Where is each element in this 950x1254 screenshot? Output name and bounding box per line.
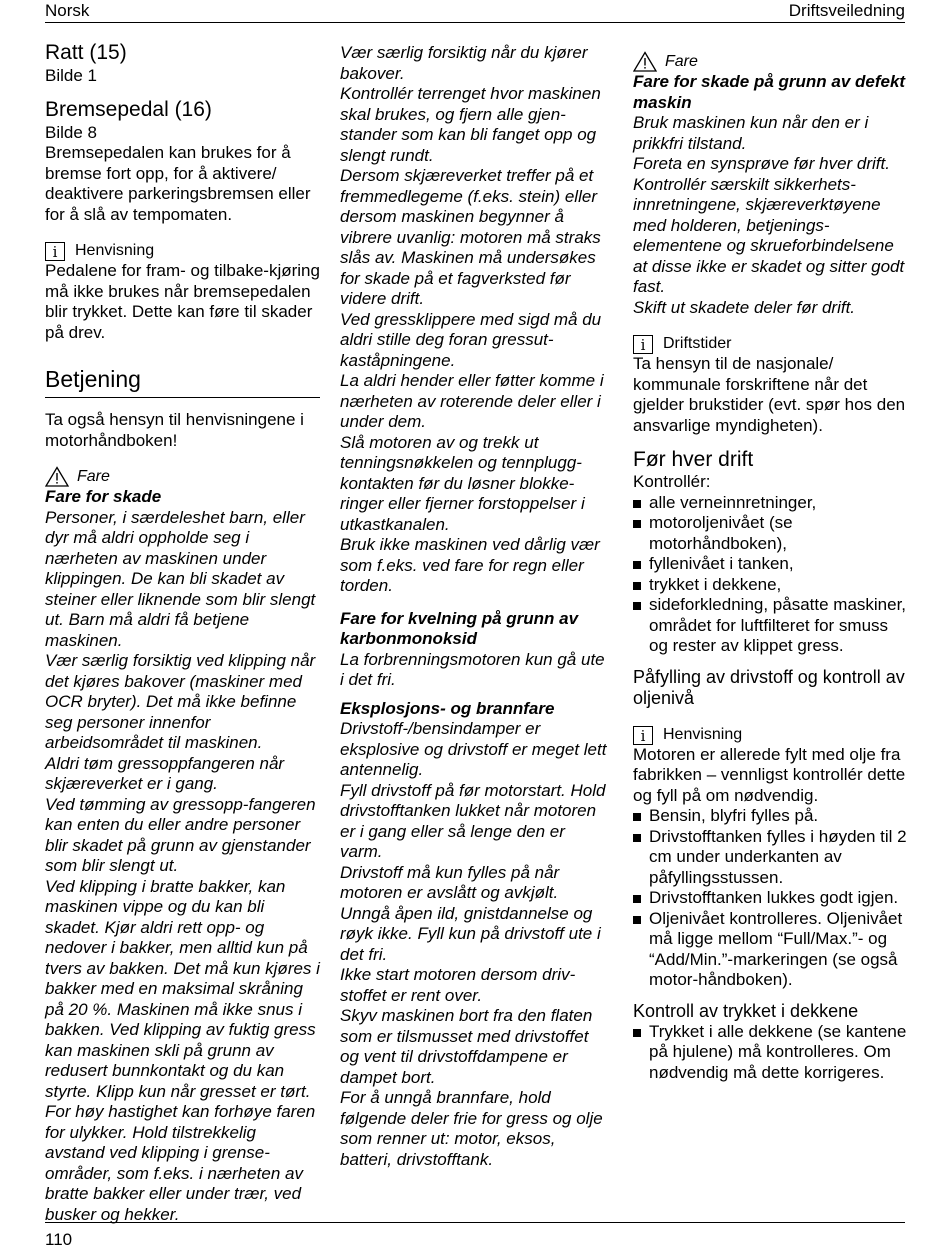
list-item: Drivstofftanken lukkes godt igjen.	[633, 888, 908, 909]
paragraph: La aldri hender eller føtter komme i nærheten av roterende deler eller i under dem.	[340, 371, 604, 431]
before-operation-intro: Kontrollér:	[633, 472, 711, 491]
co-warning-heading: Fare for kvelning på grunn av karbonmonoksid	[340, 608, 579, 648]
note-label: Henvisning	[75, 242, 155, 259]
paragraph: Skift ut skadete deler før drift.	[633, 297, 856, 317]
paragraph: Fyll drivstoff på før motorstart. Hold drivstofftanken lukket når motoren er i gang eller så lenge den er varm.	[340, 780, 606, 861]
paragraph: Ved tømming av gressopp-fangeren kan enten du eller andre personer blir skadet på grunn av gjenstander som blir slengt ut.	[45, 794, 316, 875]
column-1	[45, 40, 320, 1225]
co-warning-text: La forbrenningsmotoren kun gå ute i det fri.	[340, 649, 605, 689]
paragraph: For å unngå brannfare, hold følgende deler frie for gress og olje som renner ut: motor, eksos, batteri, drivstofftank.	[340, 1088, 603, 1169]
page-number: 110	[45, 1230, 73, 1249]
paragraph: Vær særlig forsiktig ved klipping når det kjøres bakover (maskiner med OCR bryter). Det må ikke befinne seg personer innenfor arbeidsområdet til maskinen.	[45, 651, 316, 752]
note-label: Driftstider	[663, 335, 732, 352]
bremsepedal-heading: Bremsepedal (16)	[45, 97, 212, 121]
paragraph: Personer, i særdeleshet barn, eller dyr må aldri oppholde seg i nærheten av maskinen under klippingen. De kan bli skadet av steiner eller liknende som blir slengt ut. Barn må aldri få betjene maskinen.	[45, 507, 316, 650]
note-text: Pedalene for fram- og tilbake-kjøring må ikke brukes når bremsepedalen blir trykket. Dette kan føre til skader på drev.	[45, 261, 320, 342]
ratt-heading: Ratt (15)	[45, 41, 127, 64]
warning-label: Fare	[665, 52, 698, 70]
info-icon: i	[633, 726, 653, 745]
header-doc-title: Driftsveiledning	[788, 1, 905, 20]
intro-text: Ta også hensyn til henvisningene i motorhåndboken!	[45, 410, 304, 450]
list-item: trykket i dekkene,	[633, 575, 908, 596]
paragraph: Ikke start motoren dersom driv-stoffet er rent over.	[340, 965, 576, 1005]
warning-triangle-icon	[45, 466, 69, 487]
paragraph: Ved gressklippere med sigd må du aldri stille deg foran gressut-kaståpningene.	[340, 309, 602, 370]
ratt-figure-ref: Bilde 1	[45, 66, 97, 85]
list-item: sideforkledning, påsatte maskiner, området for luftfilteret for smuss og rester av klippet gress.	[633, 595, 908, 657]
warning-label: Fare	[77, 467, 110, 485]
note-text: Motoren er allerede fylt med olje fra fabrikken – vennligst kontrollér dette og fyll på om nødvendig.	[633, 744, 906, 805]
checklist	[633, 493, 908, 657]
paragraph: Slå motoren av og trekk ut tenningsnøkkelen og tennplugg-kontakten før du løsner blokke-ringer eller fjerner forstoppelser i utkastkanalen.	[340, 432, 585, 534]
before-operation-heading: Før hver drift	[633, 448, 754, 471]
note-label: Henvisning	[663, 725, 743, 743]
note-block	[633, 332, 908, 354]
header-language: Norsk	[45, 1, 90, 20]
fuel-list	[633, 806, 908, 991]
column-2	[340, 40, 612, 1170]
warning-block	[633, 48, 908, 72]
bremsepedal-text: Bremsepedalen kan brukes for å bremse fort opp, for å aktivere/ deaktivere parkeringsbremsen eller for å slå av tempomaten.	[45, 143, 311, 224]
warning-triangle-icon	[633, 51, 657, 72]
paragraph: Drivstoff-/bensindamper er eksplosive og drivstoff er meget lett antennelig.	[340, 719, 607, 779]
list-item: Oljenivået kontrolleres. Oljenivået må ligge mellom “Full/Max.”- og “Add/Min.”-markeringen (se også motor-håndboken).	[633, 909, 908, 991]
section-title: Betjening	[45, 365, 320, 398]
note-block	[633, 723, 908, 745]
page-header	[45, 0, 905, 23]
fire-warning-heading: Eksplosjons- og brannfare	[340, 698, 555, 718]
paragraph: For høy hastighet kan forhøye faren for ulykker. Hold tilstrekkelig avstand ved klipping i grense-områder, som f.eks. i nærheten av bratte bakker eller under trær, ved busker og hekker.	[45, 1102, 316, 1224]
paragraph: Bruk ikke maskinen ved dårlig vær som f.eks. ved fare for regn eller torden.	[340, 535, 600, 595]
warning-heading: Fare for skade	[45, 487, 162, 506]
warning-block	[45, 463, 320, 487]
paragraph: Drivstoff må kun fylles på når motoren er avslått og avkjølt.	[340, 862, 560, 902]
list-item: alle verneinnretninger,	[633, 493, 908, 514]
list-item: Drivstofftanken fylles i høyden til 2 cm under underkanten av påfyllingsstussen.	[633, 827, 908, 889]
paragraph: Aldri tøm gressoppfangeren når skjæreverket er i gang.	[45, 753, 285, 793]
fuel-heading: Påfylling av drivstoff og kontroll av oljenivå	[633, 666, 905, 708]
paragraph: Bruk maskinen kun når den er i prikkfri tilstand.	[633, 113, 869, 153]
list-item: Trykket i alle dekkene (se kantene på hjulene) må kontrolleres. Om nødvendig må dette korrigeres.	[633, 1022, 908, 1084]
paragraph: Foreta en synsprøve før hver drift. Kontrollér særskilt sikkerhets-innretningene, skjæreverktøyene med holderen, betjenings-elementene og skrueforbindelsene at disse ikke er skadet og sitter godt fast.	[633, 154, 905, 296]
tyre-list	[633, 1022, 908, 1084]
tyre-heading: Kontroll av trykket i dekkene	[633, 1000, 859, 1021]
footer-rule	[45, 1222, 905, 1223]
list-item: motoroljenivået (se motorhåndboken),	[633, 513, 908, 554]
paragraph: Kontrollér terrenget hvor maskinen skal brukes, og fjern alle gjen-stander som kan bli fanget opp og slengt rundt.	[340, 84, 601, 165]
column-3	[633, 40, 908, 1083]
list-item: Bensin, blyfri fylles på.	[633, 806, 908, 827]
bremsepedal-figure-ref: Bilde 8	[45, 122, 97, 142]
list-item: fyllenivået i tanken,	[633, 554, 908, 575]
paragraph: Ved klipping i bratte bakker, kan maskinen vippe og du kan bli skadet. Kjør aldri rett opp- og nedover i bakker, men alltid kun på tvers av bakken. Det må kun kjøres i bakker med en maksimal skråning på 20 %. Maskinen må ikke snus i bakken. Ved klipping av fuktig gress kan maskinen skli på grunn av redusert bunnkontakt og du kan styrte. Klipp kun når gresset er tørt.	[45, 876, 320, 1101]
note-text: Ta hensyn til de nasjonale/ kommunale forskriftene når det gjelder brukstider (evt. spør hos den ansvarlige myndigheten).	[633, 354, 906, 435]
info-icon: i	[633, 335, 653, 354]
info-icon: i	[45, 242, 65, 261]
paragraph: Dersom skjæreverket treffer på et fremmedlegeme (f.eks. stein) eller dersom maskinen begynner å vibrere uvanlig: motoren må straks slås av. Maskinen må undersøkes for skade på et fagverksted før videre drift.	[340, 166, 601, 308]
note-block	[45, 239, 320, 261]
paragraph: Skyv maskinen bort fra den flaten som er tilsmusset med drivstoffet og vent til drivstoffdampene er dampet bort.	[340, 1006, 593, 1087]
paragraph: Unngå åpen ild, gnistdannelse og røyk ikke. Fyll kun på drivstoff ute i det fri.	[340, 903, 601, 964]
warning-heading: Fare for skade på grunn av defekt maskin	[633, 72, 906, 112]
paragraph: Vær særlig forsiktig når du kjører bakover.	[340, 43, 588, 83]
